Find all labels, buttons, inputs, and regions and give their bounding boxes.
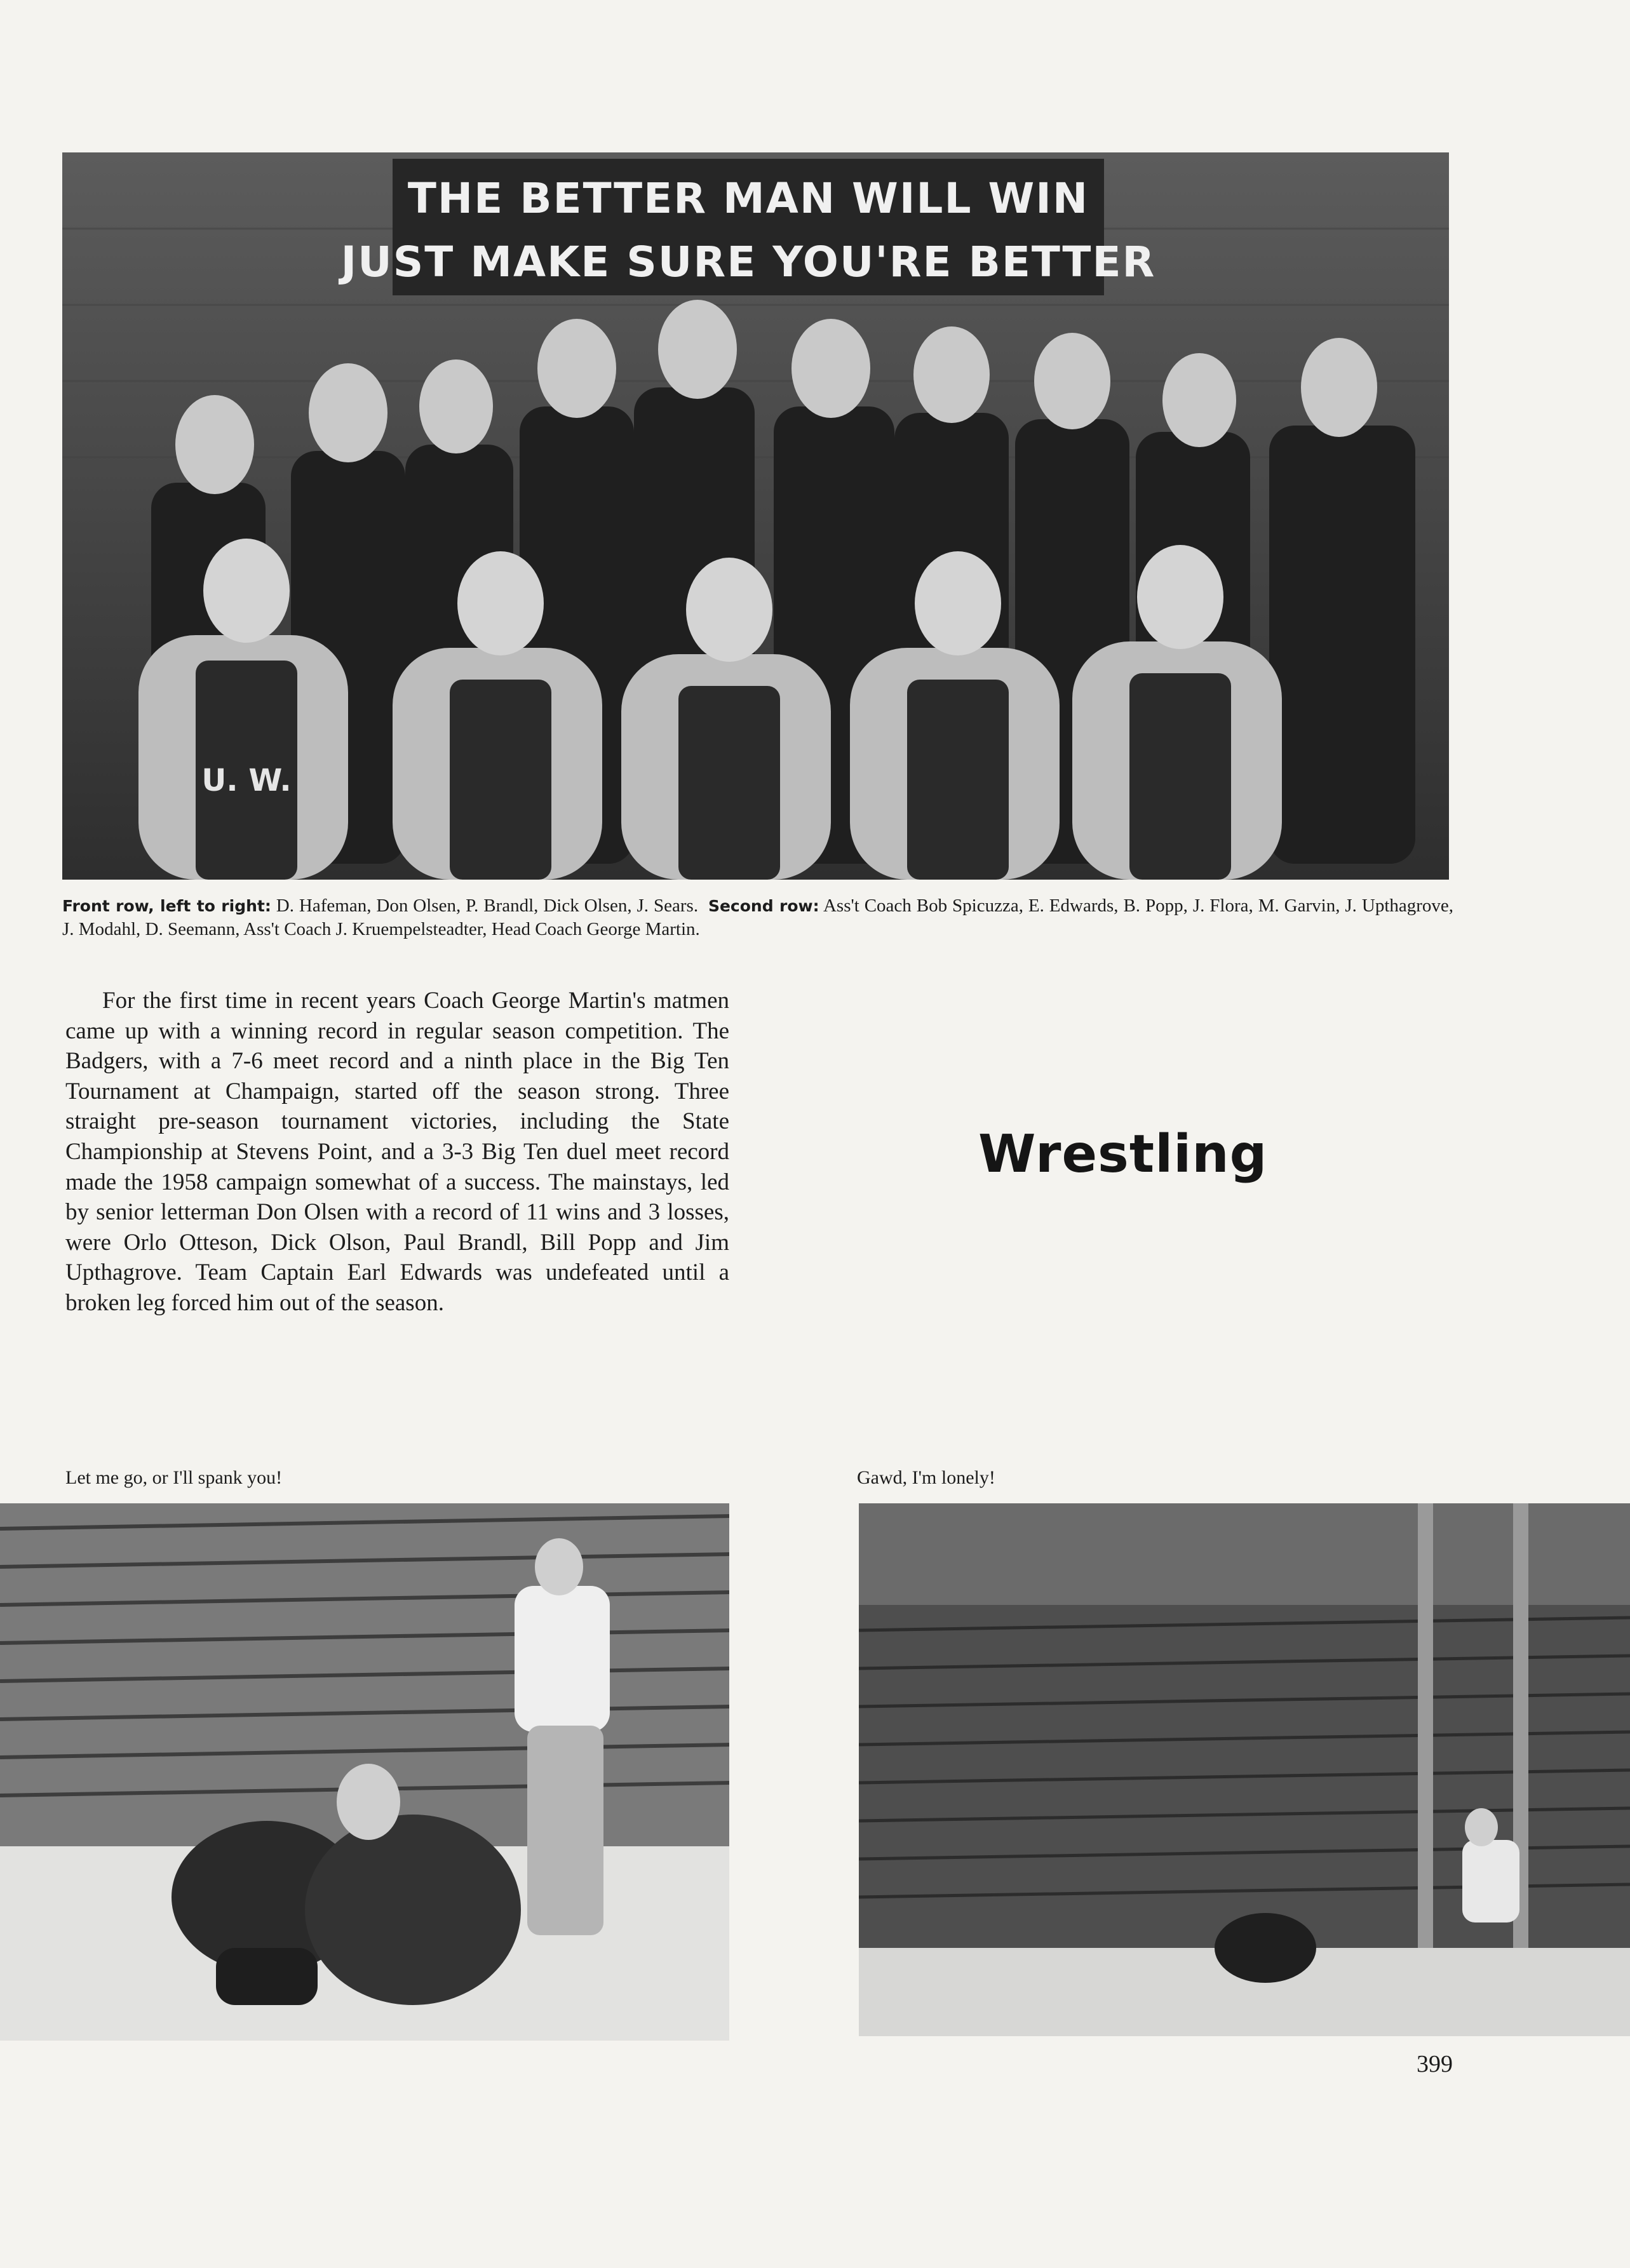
- banner-line-2: JUST MAKE SURE YOU'RE BETTER: [340, 238, 1156, 286]
- front-row-label: Front row, left to right:: [62, 897, 271, 915]
- article-body: For the first time in recent years Coach George Martin's matmen came up with a winning record in regular season competition. The Badgers, with a 7-6 meet record and a ninth place in the Big Ten Tournament at Champaign, started off the season strong. Three straight pre-season tournament victories, including the State Championship at Stevens Point, and a 3-3 Big Ten duel meet record made the 1958 campaign somewhat of a success. The mainstays, led by senior letterman Don Olsen with a record of 11 wins and 3 losses, were Orlo Otteson, Dick Olson, Paul Brandl, Bill Popp and Jim Upthagrove. Team Captain Earl Edwards was undefeated until a broken leg forced him out of the season.: [65, 988, 729, 1316]
- photo-caption-right: Gawd, I'm lonely!: [857, 1467, 995, 1488]
- team-photo: [62, 152, 1449, 880]
- second-row-label: Second row:: [708, 897, 819, 915]
- page-title: Wrestling: [978, 1124, 1268, 1184]
- team-photo-caption: [62, 894, 1453, 941]
- shirt-label: U. W.: [201, 763, 292, 798]
- empty-arena-illustration: [859, 1503, 1630, 2036]
- wrestling-match-illustration: [0, 1503, 729, 2041]
- front-row-names: D. Hafeman, Don Olsen, P. Brandl, Dick Olsen, J. Sears.: [276, 896, 699, 916]
- banner-line-1: THE BETTER MAN WILL WIN: [407, 174, 1089, 223]
- photo-caption-left: Let me go, or I'll spank you!: [65, 1467, 283, 1488]
- empty-arena-photo: [859, 1503, 1630, 2036]
- page-number: 399: [1417, 2051, 1453, 2077]
- wrestling-match-photo: [0, 1503, 729, 2041]
- team-photo-illustration: [62, 152, 1449, 880]
- second-row-names: Ass't Coach Bob Spicuzza, E. Edwards, B. Popp, J. Flora, M. Garvin, J. Upthagrove, J. Modahl, D. Seemann, Ass't Coach J. Kruempelsteadter, Head Coach George Martin.: [62, 896, 1454, 939]
